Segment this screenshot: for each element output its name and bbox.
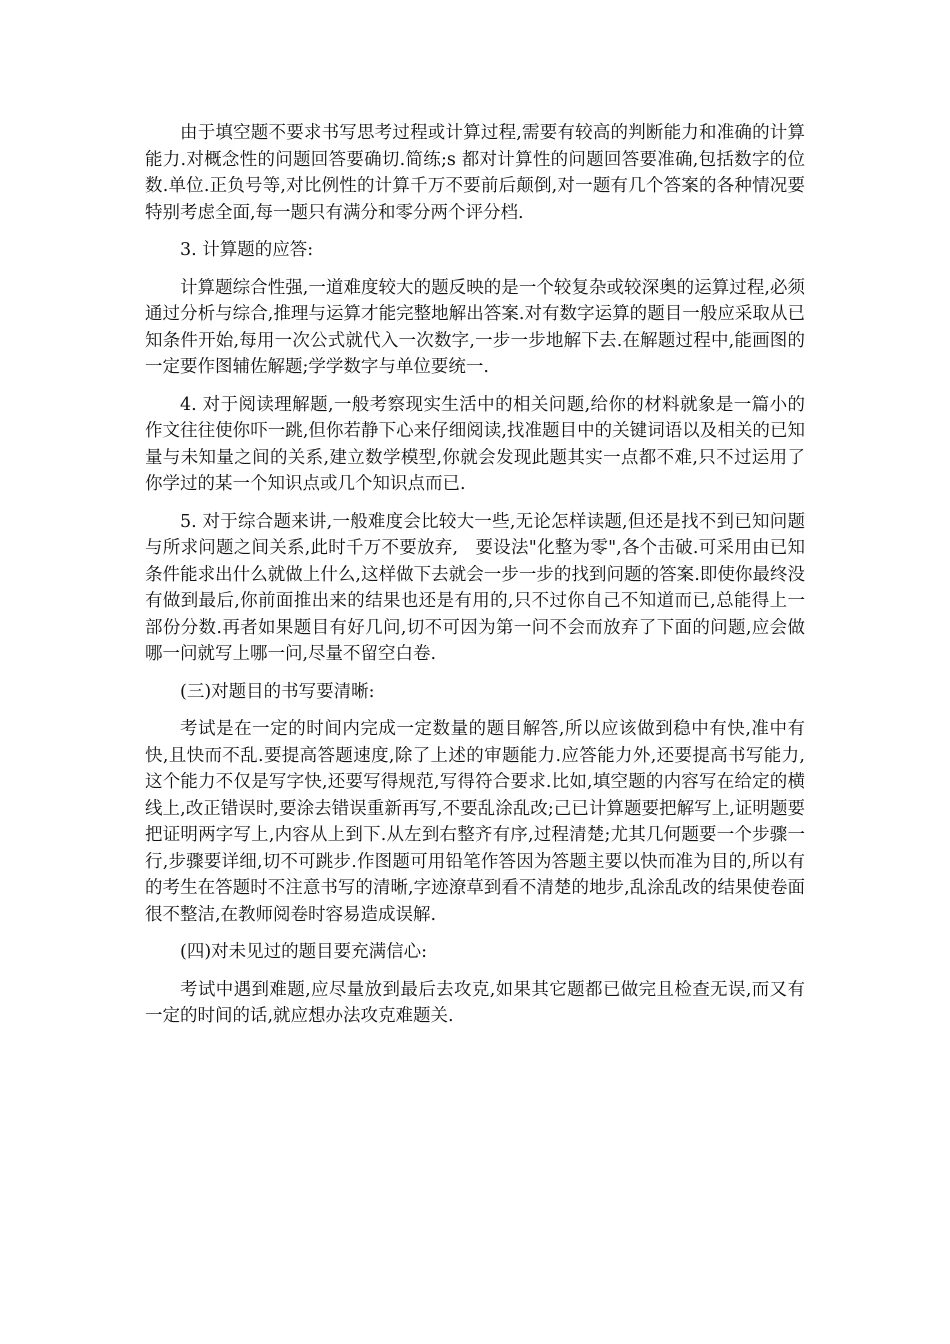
heading-calculation: 3. 计算题的应答: — [180, 240, 314, 260]
heading-writing-clarity: (三)对题目的书写要清晰: — [180, 681, 375, 702]
paragraph-reading-comprehension: 4. 对于阅读理解题,一般考察现实生活中的相关问题,给你的材料就象是一篇小的作文往往使你吓一跳,但你若静下心来仔细阅读,找准题目中的关键词语以及相关的已知量与未知量之间的关系,建立数学模型,你就会发现此题其实一点都不难,只不过运用了你学过的某一个知识点或几个知识点而已. — [145, 394, 805, 494]
paragraph-fill-in-blank: 由于填空题不要求书写思考过程或计算过程,需要有较高的判断能力和准确的计算能力.对概念性的问题回答要确切.简练;s 都对计算性的问题回答要准确,包括数字的位数.单位.正负号等,对比例性的计算千万不要前后颠倒,对一题有几个答案的各种情况要特别考虑全面,每一题只有满分和零分两个评分档. — [145, 123, 805, 223]
paragraph-writing-clarity: 考试是在一定的时间内完成一定数量的题目解答,所以应该做到稳中有快,准中有快,且快而不乱.要提高答题速度,除了上述的审题能力.应答能力外,还要提高书写能力,这个能力不仅是写字快,还要写得规范,写得符合要求.比如,填空题的内容写在给定的横线上,改正错误时,要涂去错误重新再写,不要乱涂乱改;己已计算题要把解写上,证明题要把证明两字写上,内容从上到下.从左到右整齐有序,过程清楚;尤其几何题要一个步骤一行,步骤要详细,切不可跳步.作图题可用铅笔作答因为答题主要以快而准为目的,所以有的考生在答题时不注意书写的清晰,字迹潦草到看不清楚的地步,乱涂乱改的结果使卷面很不整洁,在教师阅卷时容易造成误解. — [145, 719, 805, 925]
paragraph-confidence: 考试中遇到难题,应尽量放到最后去攻克,如果其它题都已做完且检查无误,而又有一定的时间的话,就应想办法攻克难题关. — [145, 979, 805, 1026]
heading-confidence: (四)对未见过的题目要充满信心: — [180, 942, 428, 962]
document-page — [145, 120, 805, 1041]
paragraph-comprehensive: 5. 对于综合题来讲,一般难度会比较大一些,无论怎样读题,但还是找不到已知问题与所求问题之间关系,此时千万不要放弃, 要设法"化整为零",各个击破.可采用由已知条件能求出什么就做上什么,这样做下去就会一步一步的找到问题的答案.即使你最终没有做到最后,你前面推出来的结果也还是有用的,只不过你自己不知道而已,总能得上一部份分数.再者如果题目有好几问,切不可因为第一问不会而放弃了下面的问题,应会做哪一问就写上哪一问,尽量不留空白卷. — [145, 511, 805, 664]
paragraph-calculation: 计算题综合性强,一道难度较大的题反映的是一个较复杂或较深奥的运算过程,必须通过分析与综合,推理与运算才能完整地解出答案.对有数字运算的题目一般应采取从已知条件开始,每用一次公式就代入一次数字,一步一步地解下去.在解题过程中,能画图的一定要作图辅佐解题;学学数字与单位要统一. — [145, 277, 805, 377]
